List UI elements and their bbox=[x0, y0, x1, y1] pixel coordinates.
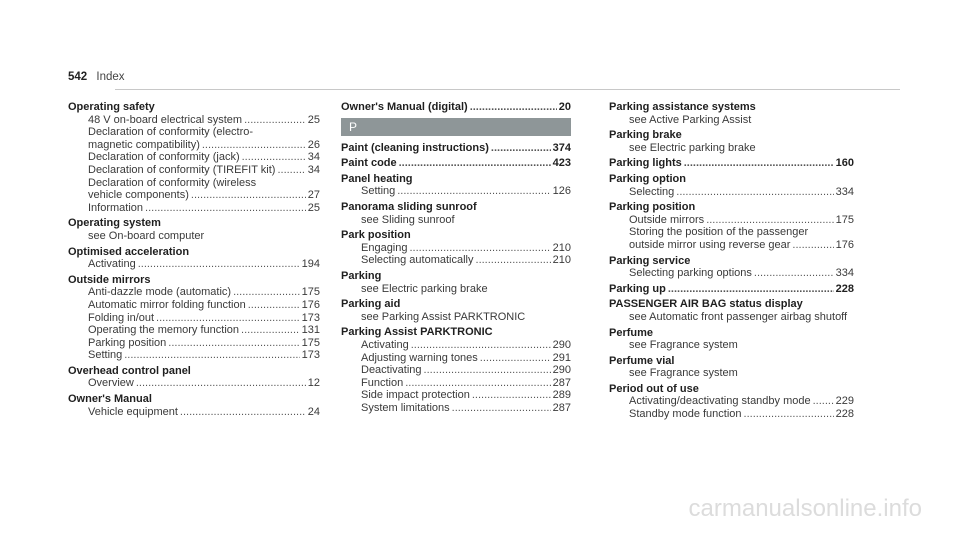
sub-entry bbox=[609, 114, 854, 127]
sub-entry-text: Activating/deactivating standby mode bbox=[629, 395, 811, 408]
page-ref[interactable]: 25 bbox=[307, 113, 320, 126]
leader-dots bbox=[706, 214, 833, 227]
leader-dots bbox=[136, 377, 306, 390]
leader-dots bbox=[744, 408, 834, 421]
sub-entry-text: Deactivating bbox=[361, 364, 422, 377]
sub-entry bbox=[68, 312, 320, 325]
index-entry bbox=[609, 157, 854, 170]
page-ref[interactable]: 173 bbox=[301, 349, 320, 362]
leader-dots bbox=[684, 157, 834, 170]
leader-dots bbox=[410, 242, 551, 255]
sub-entry bbox=[68, 258, 320, 271]
sub-entry bbox=[341, 311, 571, 324]
leader-dots bbox=[813, 395, 834, 408]
sub-entry bbox=[609, 239, 854, 252]
sub-entry bbox=[68, 151, 320, 164]
sub-entry bbox=[68, 189, 320, 202]
index-entry bbox=[68, 365, 320, 390]
page-ref[interactable]: 334 bbox=[835, 267, 854, 280]
entry-heading-row bbox=[341, 173, 571, 186]
sub-entry-text: outside mirror using reverse gear bbox=[629, 238, 791, 251]
leader-dots bbox=[399, 157, 551, 170]
sub-entry-text: vehicle components) bbox=[88, 189, 189, 202]
leader-dots bbox=[668, 283, 834, 296]
sub-entry-text: 48 V on-board electrical system bbox=[88, 113, 243, 126]
sub-entry-text: magnetic compatibility) bbox=[88, 138, 200, 151]
sub-entry-text: Parking position bbox=[88, 336, 167, 349]
sub-entry-text: Declaration of conformity (electro- bbox=[88, 126, 254, 139]
page-ref[interactable]: 34 bbox=[307, 151, 320, 164]
entry-heading-row bbox=[68, 365, 320, 378]
sub-entry-text[interactable]: see Parking Assist PARKTRONIC bbox=[361, 310, 526, 323]
sub-entry-text: System limitations bbox=[361, 401, 450, 414]
leader-dots bbox=[277, 164, 305, 177]
entry-heading-row bbox=[609, 255, 854, 268]
entry-heading-row bbox=[68, 101, 320, 114]
page-title: Index bbox=[96, 71, 125, 83]
sub-entry-text[interactable]: see Electric parking brake bbox=[629, 141, 756, 154]
leader-dots bbox=[244, 114, 306, 127]
page-ref[interactable]: 176 bbox=[301, 298, 320, 311]
index-column-1 bbox=[68, 101, 320, 421]
index-entry bbox=[68, 393, 320, 418]
page-ref[interactable]: 228 bbox=[835, 408, 854, 421]
sub-entry-text: Selecting parking options bbox=[629, 267, 752, 280]
page-ref[interactable]: 175 bbox=[835, 213, 854, 226]
sub-entry bbox=[68, 337, 320, 350]
entry-heading-row bbox=[68, 274, 320, 287]
page-ref[interactable]: 287 bbox=[552, 401, 571, 414]
page-ref[interactable]: 290 bbox=[552, 338, 571, 351]
index-entry bbox=[609, 129, 854, 154]
index-entry bbox=[68, 217, 320, 242]
sub-entry-text: Function bbox=[361, 376, 404, 389]
leader-dots bbox=[233, 286, 300, 299]
leader-dots bbox=[754, 267, 834, 280]
leader-dots bbox=[491, 142, 551, 155]
sub-entry-text[interactable]: see Fragrance system bbox=[629, 367, 738, 380]
sub-entry bbox=[341, 283, 571, 296]
leader-dots bbox=[470, 101, 557, 114]
leader-dots bbox=[145, 202, 306, 215]
leader-dots bbox=[397, 185, 550, 198]
entry-heading-row bbox=[68, 217, 320, 230]
page-ref[interactable]: 175 bbox=[301, 286, 320, 299]
entry-heading: Period out of use bbox=[609, 382, 699, 395]
entry-heading: Panorama sliding sunroof bbox=[341, 200, 477, 213]
entry-heading-row bbox=[341, 298, 571, 311]
sub-entry-text: Selecting bbox=[629, 185, 675, 198]
leader-dots bbox=[472, 389, 551, 402]
sub-entry bbox=[68, 164, 320, 177]
sub-entry bbox=[341, 352, 571, 365]
sub-entry bbox=[68, 114, 320, 127]
page-ref[interactable]: 374 bbox=[552, 141, 571, 154]
sub-entry-text: Operating the memory function bbox=[88, 324, 240, 337]
entry-heading-row bbox=[609, 383, 854, 396]
entry-heading: Parking position bbox=[609, 201, 696, 214]
page-ref[interactable]: 229 bbox=[835, 395, 854, 408]
entry-heading: Perfume vial bbox=[609, 354, 675, 367]
page-ref[interactable]: 287 bbox=[552, 376, 571, 389]
sub-entry-text[interactable]: see Fragrance system bbox=[629, 339, 738, 352]
leader-dots bbox=[676, 186, 833, 199]
page-ref[interactable]: 131 bbox=[301, 324, 320, 337]
sub-entry-text: Automatic mirror folding function bbox=[88, 298, 246, 311]
entry-heading: Outside mirrors bbox=[68, 273, 151, 286]
page-ref[interactable]: 160 bbox=[835, 157, 854, 170]
page-ref[interactable]: 173 bbox=[301, 311, 320, 324]
entry-heading: Operating system bbox=[68, 217, 161, 230]
entry-heading-row bbox=[341, 270, 571, 283]
index-entry bbox=[609, 173, 854, 198]
page-ref[interactable]: 24 bbox=[307, 405, 320, 418]
page-ref[interactable]: 126 bbox=[552, 185, 571, 198]
sub-entry bbox=[609, 408, 854, 421]
sub-entry bbox=[68, 377, 320, 390]
leader-dots bbox=[191, 189, 306, 202]
sub-entry bbox=[68, 230, 320, 243]
entry-heading-row bbox=[609, 173, 854, 186]
page-ref[interactable]: 210 bbox=[552, 241, 571, 254]
sub-entry bbox=[609, 339, 854, 352]
leader-dots bbox=[476, 254, 551, 267]
sub-entry bbox=[609, 267, 854, 280]
sub-entry bbox=[341, 242, 571, 255]
sub-entry-text: Setting bbox=[361, 185, 396, 198]
sub-entry bbox=[609, 142, 854, 155]
page-number: 542 bbox=[68, 71, 88, 83]
sub-entry-text[interactable]: see Automatic front passenger airbag shutoff bbox=[629, 310, 848, 323]
page-ref[interactable]: 291 bbox=[552, 351, 571, 364]
entry-heading: Paint (cleaning instructions) bbox=[341, 141, 489, 154]
entry-heading: Parking assistance systems bbox=[609, 101, 756, 113]
page-ref[interactable]: 27 bbox=[307, 189, 320, 202]
entry-heading: Parking Assist PARKTRONIC bbox=[341, 326, 493, 339]
entry-heading: Optimised acceleration bbox=[68, 245, 190, 258]
entry-heading-row bbox=[609, 201, 854, 214]
sub-entry bbox=[609, 226, 854, 239]
sub-entry-text: Overview bbox=[88, 377, 134, 390]
leader-dots bbox=[138, 258, 300, 271]
sub-entry-text: Activating bbox=[361, 338, 409, 351]
page-ref[interactable]: 34 bbox=[307, 163, 320, 176]
index-entry bbox=[609, 298, 854, 323]
entry-heading: Parking option bbox=[609, 172, 686, 185]
sub-entry-text: Standby mode function bbox=[629, 408, 742, 421]
sub-entry bbox=[68, 299, 320, 312]
index-entry bbox=[341, 270, 571, 295]
sub-entry-text[interactable]: see On-board computer bbox=[88, 229, 205, 242]
leader-dots bbox=[411, 339, 551, 352]
page-ref[interactable]: 26 bbox=[307, 138, 320, 151]
sub-entry-text: Information bbox=[88, 201, 144, 214]
entry-heading: Panel heating bbox=[341, 172, 413, 185]
sub-entry-text: Declaration of conformity (jack) bbox=[88, 151, 240, 164]
entry-heading: Parking bbox=[341, 269, 382, 282]
header-divider bbox=[115, 89, 900, 90]
leader-dots bbox=[241, 324, 300, 337]
entry-heading-row bbox=[609, 101, 854, 114]
page-ref[interactable]: 12 bbox=[307, 377, 320, 390]
entry-heading-row bbox=[68, 246, 320, 259]
sub-entry-text: Declaration of conformity (TIREFIT kit) bbox=[88, 163, 276, 176]
sub-entry-text: Anti-dazzle mode (automatic) bbox=[88, 286, 232, 299]
page-header bbox=[68, 71, 125, 83]
index-entry bbox=[341, 201, 571, 226]
index-entry bbox=[341, 229, 571, 267]
index-column-2-entries bbox=[341, 142, 571, 415]
page-ref[interactable]: 175 bbox=[301, 336, 320, 349]
index-entry bbox=[341, 298, 571, 323]
page-ref[interactable]: 289 bbox=[552, 389, 571, 402]
sub-entry bbox=[68, 406, 320, 419]
leader-dots bbox=[124, 349, 299, 362]
sub-entry bbox=[609, 367, 854, 380]
index-entry bbox=[609, 355, 854, 380]
leader-dots bbox=[242, 151, 306, 164]
sub-entry bbox=[68, 286, 320, 299]
sub-entry-text: Declaration of conformity (wireless bbox=[88, 176, 257, 189]
sub-entry bbox=[609, 186, 854, 199]
sub-entry bbox=[341, 389, 571, 402]
entry-heading: Park position bbox=[341, 229, 411, 242]
page-ref[interactable]: 210 bbox=[552, 254, 571, 267]
sub-entry bbox=[341, 339, 571, 352]
page-ref[interactable]: 334 bbox=[835, 185, 854, 198]
sub-entry bbox=[341, 377, 571, 390]
page-ref[interactable]: 228 bbox=[835, 282, 854, 295]
sub-entry bbox=[341, 185, 571, 198]
page-ref[interactable]: 20 bbox=[558, 101, 571, 113]
entry-heading: Perfume bbox=[609, 326, 654, 339]
sub-entry bbox=[68, 202, 320, 215]
sub-entry-text[interactable]: see Sliding sunroof bbox=[361, 213, 455, 226]
entry-heading-row bbox=[609, 129, 854, 142]
sub-entry-text: Engaging bbox=[361, 241, 408, 254]
sub-entry-text: Vehicle equipment bbox=[88, 405, 178, 418]
leader-dots bbox=[180, 406, 306, 419]
sub-entry bbox=[609, 214, 854, 227]
leader-dots bbox=[452, 402, 551, 415]
entry-heading-row bbox=[609, 298, 854, 311]
page-ref[interactable]: 423 bbox=[552, 157, 571, 170]
sub-entry-text: Folding in/out bbox=[88, 311, 155, 324]
sub-entry bbox=[609, 395, 854, 408]
sub-entry-text: Setting bbox=[88, 349, 123, 362]
index-entry bbox=[609, 327, 854, 352]
leader-dots bbox=[480, 352, 551, 365]
leader-dots bbox=[168, 337, 299, 350]
entry-heading: Parking aid bbox=[341, 298, 401, 311]
leader-dots bbox=[156, 312, 300, 325]
sub-entry bbox=[609, 311, 854, 324]
sub-entry bbox=[341, 364, 571, 377]
index-entry bbox=[68, 101, 320, 214]
entry-heading-row bbox=[609, 355, 854, 368]
sub-entry-text: Activating bbox=[88, 258, 136, 271]
index-entry bbox=[609, 283, 854, 296]
entry-heading-row bbox=[68, 393, 320, 406]
sub-entry bbox=[341, 402, 571, 415]
index-entry bbox=[609, 201, 854, 251]
sub-entry bbox=[341, 214, 571, 227]
entry-heading: Owner's Manual bbox=[68, 393, 152, 406]
page-ref[interactable]: 176 bbox=[835, 238, 854, 251]
index-column-3 bbox=[609, 101, 854, 424]
leader-dots bbox=[405, 377, 550, 390]
entry-heading: Overhead control panel bbox=[68, 364, 191, 377]
sub-entry-text: Storing the position of the passenger bbox=[629, 226, 809, 239]
index-entry bbox=[341, 173, 571, 198]
sub-entry-text: Side impact protection bbox=[361, 389, 470, 402]
entry-heading: Owner's Manual (digital) bbox=[341, 101, 468, 113]
entry-heading-row bbox=[341, 326, 571, 339]
index-entry bbox=[341, 326, 571, 414]
leader-dots bbox=[424, 364, 551, 377]
entry-heading: Operating safety bbox=[68, 101, 155, 113]
index-entry bbox=[341, 101, 571, 114]
sub-entry bbox=[68, 177, 320, 190]
sub-entry-text: Selecting automatically bbox=[361, 254, 474, 267]
entry-heading-row bbox=[341, 157, 571, 170]
leader-dots bbox=[248, 299, 300, 312]
leader-dots bbox=[792, 239, 833, 252]
sub-entry-text: Adjusting warning tones bbox=[361, 351, 478, 364]
entry-heading: Paint code bbox=[341, 157, 397, 170]
index-entry bbox=[341, 142, 571, 155]
index-entry bbox=[609, 101, 854, 126]
entry-heading: Parking up bbox=[609, 282, 666, 295]
index-entry bbox=[609, 383, 854, 421]
entry-heading-row bbox=[609, 327, 854, 340]
page-ref[interactable]: 290 bbox=[552, 364, 571, 377]
page-ref[interactable]: 25 bbox=[307, 201, 320, 214]
index-entry bbox=[609, 255, 854, 280]
index-entry bbox=[68, 246, 320, 271]
sub-entry bbox=[68, 349, 320, 362]
watermark: carmanualsonline.info bbox=[688, 495, 922, 522]
sub-entry bbox=[68, 126, 320, 139]
sub-entry-text[interactable]: see Electric parking brake bbox=[361, 282, 488, 295]
leader-dots bbox=[202, 139, 306, 152]
section-letter-bar: P bbox=[341, 118, 571, 136]
entry-heading: Parking service bbox=[609, 254, 691, 267]
sub-entry-text[interactable]: see Active Parking Assist bbox=[629, 113, 752, 126]
entry-heading-row bbox=[341, 201, 571, 214]
sub-entry bbox=[68, 139, 320, 152]
sub-entry bbox=[341, 254, 571, 267]
entry-heading-row bbox=[341, 142, 571, 155]
index-entry bbox=[68, 274, 320, 362]
index-entry bbox=[341, 157, 571, 170]
entry-heading-row bbox=[609, 157, 854, 170]
sub-entry-text: Outside mirrors bbox=[629, 213, 705, 226]
entry-heading: PASSENGER AIR BAG status display bbox=[609, 298, 803, 311]
entry-heading-row bbox=[341, 229, 571, 242]
entry-heading-row bbox=[609, 283, 854, 296]
index-column-2 bbox=[341, 101, 571, 417]
entry-heading: Parking lights bbox=[609, 157, 682, 170]
page-ref[interactable]: 194 bbox=[301, 258, 320, 271]
sub-entry bbox=[68, 324, 320, 337]
entry-heading: Parking brake bbox=[609, 129, 682, 142]
